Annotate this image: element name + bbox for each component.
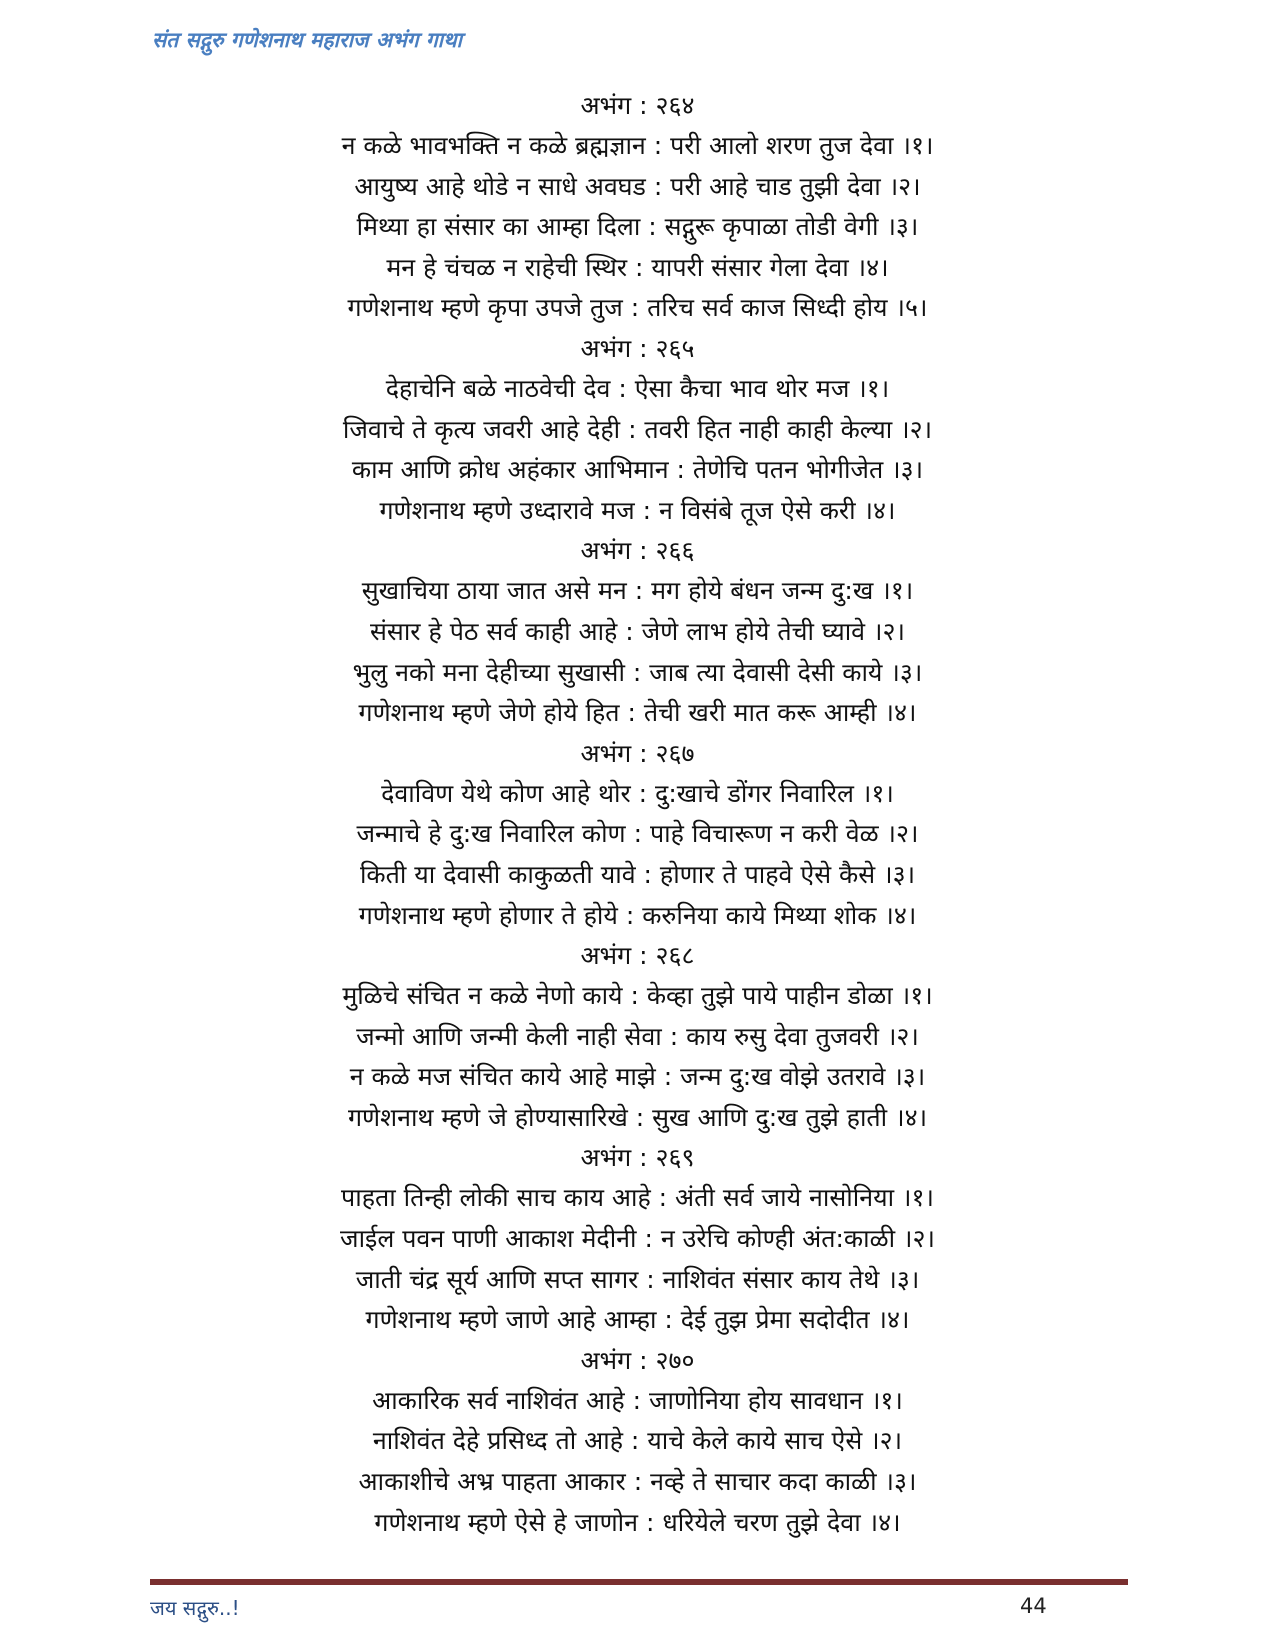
running-header: संत सद्गुरु गणेशनाथ महाराज अभंग गाथा [152,27,462,52]
verse-line: सुखाचिया ठाया जात असे मन : मग होये बंधन जन्म दु:ख ।१। [361,576,914,606]
verse-line: गणेशनाथ म्हणे ऐसे हे जाणोन : धरियेले चरण तुझे देवा ।४। [374,1507,901,1537]
abhang-267 [140,734,1135,936]
abhang-270 [140,1341,1135,1543]
abhang-title: अभंग : २६८ [580,941,695,971]
abhang-265 [140,329,1135,531]
footer-divider [150,1579,1128,1585]
verse-line: देहाचेनि बळे नाठवेची देव : ऐसा कैचा भाव थोर मज ।१। [385,373,890,403]
verse-line: भुलु नको मना देहीच्या सुखासी : जाब त्या देवासी देसी काये ।३। [352,657,923,687]
verse-line: जन्मो आणि जन्मी केली नाही सेवा : काय रुसु देवा तुजवरी ।२। [356,1021,919,1051]
abhang-268 [140,936,1135,1138]
verse-line: जाती चंद्र सूर्य आणि सप्त सागर : नाशिवंत संसार काय तेथे ।३। [355,1264,920,1294]
verse-line: जाईल पवन पाणी आकाश मेदीनी : न उरेचि कोण्ही अंत:काळी ।२। [340,1224,935,1254]
verse-line: गणेशनाथ म्हणे जेणे होये हित : तेची खरी मात करू आम्ही ।४। [358,698,917,728]
verse-line: आकारिक सर्व नाशिवंत आहे : जाणोनिया होय सावधान ।१। [372,1385,903,1415]
abhang-264 [140,86,1135,329]
verse-line: किती या देवासी काकुळती यावे : होणार ते पाहवे ऐसे कैसे ।३। [359,859,916,889]
abhang-title: अभंग : २६५ [580,333,695,363]
verse-line: मिथ्या हा संसार का आम्हा दिला : सद्गुरू कृपाळा तोडी वेगी ।३। [356,212,919,242]
verse-line: मन हे चंचळ न राहेची स्थिर : यापरी संसार गेला देवा ।४। [386,252,889,282]
verse-line: पाहता तिन्ही लोकी साच काय आहे : अंती सर्व जाये नासोनिया ।१। [341,1183,934,1213]
verse-line: देवाविण येथे कोण आहे थोर : दु:खाचे डोंगर निवारिल ।१। [381,778,894,808]
verse-line: जिवाचे ते कृत्य जवरी आहे देही : तवरी हित नाही काही केल्या ।२। [342,414,933,444]
abhang-269 [140,1138,1135,1340]
abhang-list [140,86,1135,1543]
verse-line: गणेशनाथ म्हणे जाणे आहे आम्हा : देई तुझ प्रेमा सदोदीत ।४। [365,1305,910,1335]
abhang-title: अभंग : २६६ [580,536,695,566]
abhang-title: अभंग : २६९ [580,1143,695,1173]
verse-line: गणेशनाथ म्हणे उध्दारावे मज : न विसंबे तूज ऐसे करी ।४। [379,495,896,525]
verse-line: काम आणि क्रोध अहंकार आभिमान : तेणेचि पतन भोगीजेत ।३। [351,455,924,485]
abhang-266 [140,531,1135,733]
abhang-title: अभंग : २७० [580,1345,695,1375]
verse-line: जन्माचे हे दु:ख निवारिल कोण : पाहे विचारूण न करी वेळ ।२। [356,819,919,849]
verse-line: गणेशनाथ म्हणे कृपा उपजे तुज : तरिच सर्व काज सिध्दी होय ।५। [347,293,928,323]
abhang-title: अभंग : २६४ [580,91,695,120]
verse-line: गणेशनाथ म्हणे होणार ते होये : करुनिया काये मिथ्या शोक ।४। [358,900,917,930]
verse-line: नाशिवंत देहे प्रसिध्द तो आहे : याचे केले काये साच ऐसे ।२। [372,1426,903,1456]
verse-line: आयुष्य आहे थोडे न साधे अवघड : परी आहे चाड तुझी देवा ।२। [354,171,921,201]
verse-line: गणेशनाथ म्हणे जे होण्यासारिखे : सुख आणि दु:ख तुझे हाती ।४। [347,1102,928,1132]
verse-line: संसार हे पेठ सर्व काही आहे : जेणे लाभ होये तेची घ्यावे ।२। [370,616,905,646]
page-number: 44 [1020,1594,1047,1618]
verse-line: आकाशीचे अभ्र पाहता आकार : नव्हे ते साचार कदा काळी ।३। [358,1467,917,1497]
verse-line: न कळे मज संचित काये आहे माझे : जन्म दु:ख वोझे उतरावे ।३। [349,1062,926,1092]
verse-line: मुळिचे संचित न कळे नेणो काये : केव्हा तुझे पाये पाहीन डोळा ।१। [342,981,933,1011]
footer-salutation: जय सद्गुरु..! [150,1596,240,1620]
abhang-title: अभंग : २६७ [580,738,695,768]
verse-line: न कळे भावभक्ति न कळे ब्रह्मज्ञान : परी आलो शरण तुज देवा ।१। [341,131,934,160]
